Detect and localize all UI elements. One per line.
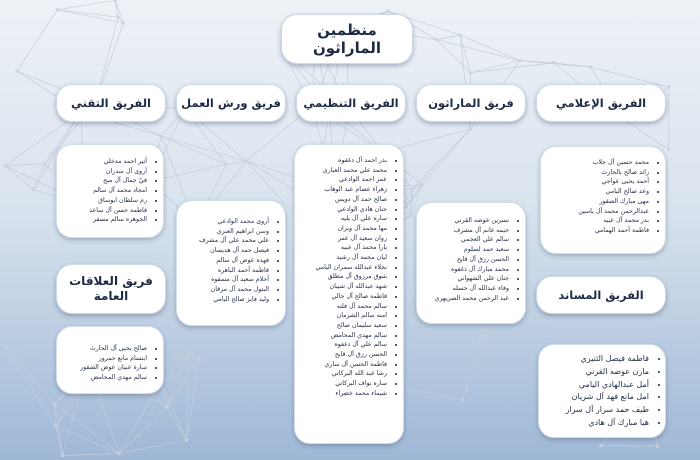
network-line — [6, 348, 56, 426]
member-item: • سعيد سليمان صالح — [301, 321, 387, 331]
team-header-marathon — [416, 84, 526, 122]
diagram-title — [281, 14, 413, 64]
member-item: • بدر احمد آل دغفوه — [301, 156, 387, 166]
network-line — [167, 359, 199, 406]
member-item: • سعيد حمد لسلوم — [423, 245, 509, 255]
member-item: • أروى محمد الوادعي — [183, 217, 269, 227]
network-line — [115, 0, 118, 17]
member-item: • شهد عبدالله آل شيبان — [301, 282, 387, 292]
network-line — [189, 353, 199, 360]
network-node — [160, 135, 163, 138]
members-card-support — [538, 344, 666, 438]
network-node — [61, 454, 64, 457]
network-node — [15, 69, 18, 72]
network-line — [119, 440, 186, 453]
member-item: • سالم علي آل دغفوه — [301, 340, 387, 350]
team-header-media — [536, 84, 666, 122]
member-list-technical — [57, 157, 163, 225]
member-item: • حيمه غانم آل مشرف — [423, 226, 509, 236]
team-header-support — [536, 276, 666, 314]
member-item: • وليد فايز صالح اليامي — [183, 295, 269, 305]
member-item: • عبد الرحمن محمد الصريهري — [423, 294, 509, 304]
network-line — [422, 129, 470, 185]
network-node — [667, 148, 670, 151]
team-header-relations — [56, 264, 166, 314]
network-node — [667, 85, 670, 88]
member-item: • أحمد يحيى عواجي — [547, 177, 649, 187]
member-item: • نجلاء عبدالله سمران اليامي — [301, 263, 387, 273]
network-node — [245, 159, 248, 162]
member-item: • مازن عوضه القرني — [545, 366, 649, 379]
network-line — [63, 453, 120, 455]
member-item: • الحسن رزق آل قايح — [301, 350, 387, 360]
network-node — [116, 16, 119, 19]
network-node — [599, 444, 602, 447]
member-item: • أمل عبدالهادي اليامي — [545, 379, 649, 392]
members-card-organizing — [294, 144, 404, 444]
member-item: • فيصل حمد آل هديسان — [183, 246, 269, 256]
network-line — [227, 161, 247, 164]
member-item: • سالم محمد آل فلته — [301, 302, 387, 312]
member-item: • بدر محمد آل عبيه — [547, 216, 649, 226]
member-item: • أثير احمد مدخلي — [63, 157, 147, 167]
network-node — [420, 183, 423, 186]
network-line — [55, 404, 119, 453]
network-node — [56, 8, 59, 11]
network-node — [54, 424, 57, 427]
members-card-marathon — [416, 202, 526, 324]
network-node — [435, 38, 438, 41]
network-node — [410, 214, 413, 217]
member-item: • الحسن رزق آل قايح — [423, 255, 509, 265]
team-header-technical — [56, 84, 166, 122]
member-item: • سالم مهدي المحامض — [301, 331, 387, 341]
network-line — [167, 407, 187, 440]
member-item: • هيا مبارك آل هادي — [545, 417, 649, 430]
network-line — [413, 129, 471, 189]
members-card-relations — [56, 326, 164, 394]
team-name-support: الفريق المساند — [558, 288, 644, 302]
member-item: • سالم علي العجمي — [423, 235, 509, 245]
team-name-marathon: فريق الماراثون — [428, 96, 514, 110]
member-item: • صالح يحيى آل الحارث — [63, 344, 147, 354]
network-node — [656, 445, 659, 448]
network-line — [55, 404, 63, 455]
member-item: • وفاء عبدالله آل حسله — [423, 284, 509, 294]
team-name-media: الفريق الإعلامي — [555, 96, 647, 110]
member-item: • ليان محمد آل رشيد — [301, 253, 387, 263]
member-item: • علي محمد علي آل مشرف — [183, 236, 269, 246]
network-node — [519, 59, 522, 62]
member-item: • عبدالرحمن محمد آل ياسين — [547, 207, 649, 217]
network-node — [552, 61, 555, 64]
member-item: • فيّ جمال آل ميح — [63, 176, 147, 186]
member-item: • امل مانع فهد آل شريان — [545, 391, 649, 404]
network-line — [56, 426, 120, 453]
network-node — [3, 164, 6, 167]
member-item: • محمد مبارك آل دغفوه — [423, 265, 509, 275]
network-line — [437, 40, 471, 73]
team-name-technical: الفريق التقني — [71, 96, 151, 110]
members-card-media — [540, 146, 666, 254]
network-node — [408, 201, 411, 204]
network-node — [530, 299, 533, 302]
member-item: • ابتسام مانع حمرور — [63, 354, 147, 364]
network-node — [469, 71, 472, 74]
member-item: • الجوهره سالم مسفر — [63, 215, 147, 225]
member-item: • زهراء عصام عبد الوهاب — [301, 185, 387, 195]
member-item: • محمد حسين آل جلاب — [547, 158, 649, 168]
team-name-organizing: الفريق التنظيمي — [303, 96, 399, 110]
member-item: • رم سلطان ابوساق — [63, 196, 147, 206]
member-list-support — [539, 353, 665, 430]
team-name-relations: فريق العلاقات العامة — [69, 274, 153, 303]
member-item: • سالم مهدي المحامض — [63, 373, 147, 383]
network-node — [4, 346, 7, 349]
network-line — [520, 61, 553, 63]
network-line — [57, 0, 115, 9]
member-item: • نسرين عوضه القرني — [423, 216, 509, 226]
member-item: • فاطمة الحسن آل ساري — [301, 360, 387, 370]
member-item: • وعد صالح اليامي — [547, 187, 649, 197]
member-item: • ساره علي آل يليه — [301, 214, 387, 224]
member-item: • فهده عوض آل سالم — [183, 256, 269, 266]
member-list-workshop — [177, 217, 285, 304]
network-node — [479, 338, 482, 341]
network-node — [43, 162, 46, 165]
network-node — [589, 65, 592, 68]
member-item: • امنه سالم الشرمان — [301, 311, 387, 321]
member-list-organizing — [295, 156, 403, 399]
member-item: • روان سعيد آل عمر — [301, 234, 387, 244]
network-line — [601, 445, 658, 446]
network-node — [198, 358, 201, 361]
network-node — [114, 0, 117, 2]
member-item: • مهى مبارك الصقور — [547, 197, 649, 207]
member-item: • أحلام سعيد آل مسفوه — [183, 275, 269, 285]
member-item: • رشا عبد الله البركاتي — [301, 369, 387, 379]
network-node — [188, 351, 191, 354]
member-list-marathon — [417, 216, 525, 303]
network-line — [167, 353, 189, 407]
member-item: • شوق مرزوق آل مطلق — [301, 272, 387, 282]
network-node — [118, 452, 121, 455]
member-item: • طيف حمد سرار آل سرار — [545, 404, 649, 417]
network-line — [5, 164, 45, 166]
network-line — [437, 35, 460, 39]
network-node — [53, 403, 56, 406]
member-item: • فاطمة أحمد الهمامي — [547, 226, 649, 236]
member-item: • ساره نواف البركاتي — [301, 379, 387, 389]
team-name-workshop: فريق ورش العمل — [181, 96, 281, 110]
member-item: • جنان علي الشهواني — [423, 274, 509, 284]
members-card-workshop — [176, 200, 286, 326]
network-node — [459, 34, 462, 37]
network-line — [161, 359, 199, 382]
network-node — [461, 398, 464, 401]
network-line — [17, 10, 57, 71]
network-line — [161, 136, 246, 161]
member-item: • يارا محمد آل عبيه — [301, 243, 387, 253]
member-item: • عمر احمد الوادعي — [301, 175, 387, 185]
network-line — [33, 164, 45, 190]
network-line — [161, 136, 226, 164]
network-node — [165, 405, 168, 408]
member-item: • فاطمة حسن آل ساعد — [63, 206, 147, 216]
network-node — [387, 9, 390, 12]
member-item: • أروى آل سدران — [63, 167, 147, 177]
network-line — [470, 63, 553, 73]
member-item: • امجاد محمد آل سالم — [63, 186, 147, 196]
member-item: • فاطمة فيصل الثنيري — [545, 353, 649, 366]
network-line — [462, 339, 480, 400]
network-line — [462, 321, 495, 400]
member-item: • شيماء محمد خضراء — [301, 389, 387, 399]
member-item: • رائد صالح بالحارث — [547, 168, 649, 178]
member-list-media — [541, 158, 665, 236]
member-item: • جنان هادي الوادعي — [301, 205, 387, 215]
network-node — [469, 128, 472, 131]
network-node — [122, 21, 125, 24]
member-item: • سارة عبيان عوض الصقور — [63, 363, 147, 373]
member-list-relations — [57, 344, 163, 383]
network-line — [460, 35, 470, 72]
team-header-workshop — [176, 84, 286, 122]
member-item: • صالح حمد آل دويس — [301, 195, 387, 205]
network-line — [115, 0, 123, 23]
member-item: • محمد علي محمد الغباري — [301, 166, 387, 176]
diagram-title-text: منظمين الماراثون — [312, 21, 382, 57]
members-card-technical — [56, 144, 164, 238]
team-header-organizing — [296, 84, 406, 122]
network-line — [553, 63, 590, 67]
network-node — [185, 438, 188, 441]
network-node — [225, 163, 228, 166]
network-node — [32, 188, 35, 191]
member-item: • فاطمة أحمد الباهره — [183, 266, 269, 276]
network-line — [119, 407, 167, 454]
network-node — [411, 187, 414, 190]
member-item: • البتول محمد آل مرقان — [183, 285, 269, 295]
member-item: • مها محمد آل وبران — [301, 224, 387, 234]
member-item: • وسن ابراهيم العنزي — [183, 227, 269, 237]
member-item: • فاطمة صالح آل جالي — [301, 292, 387, 302]
